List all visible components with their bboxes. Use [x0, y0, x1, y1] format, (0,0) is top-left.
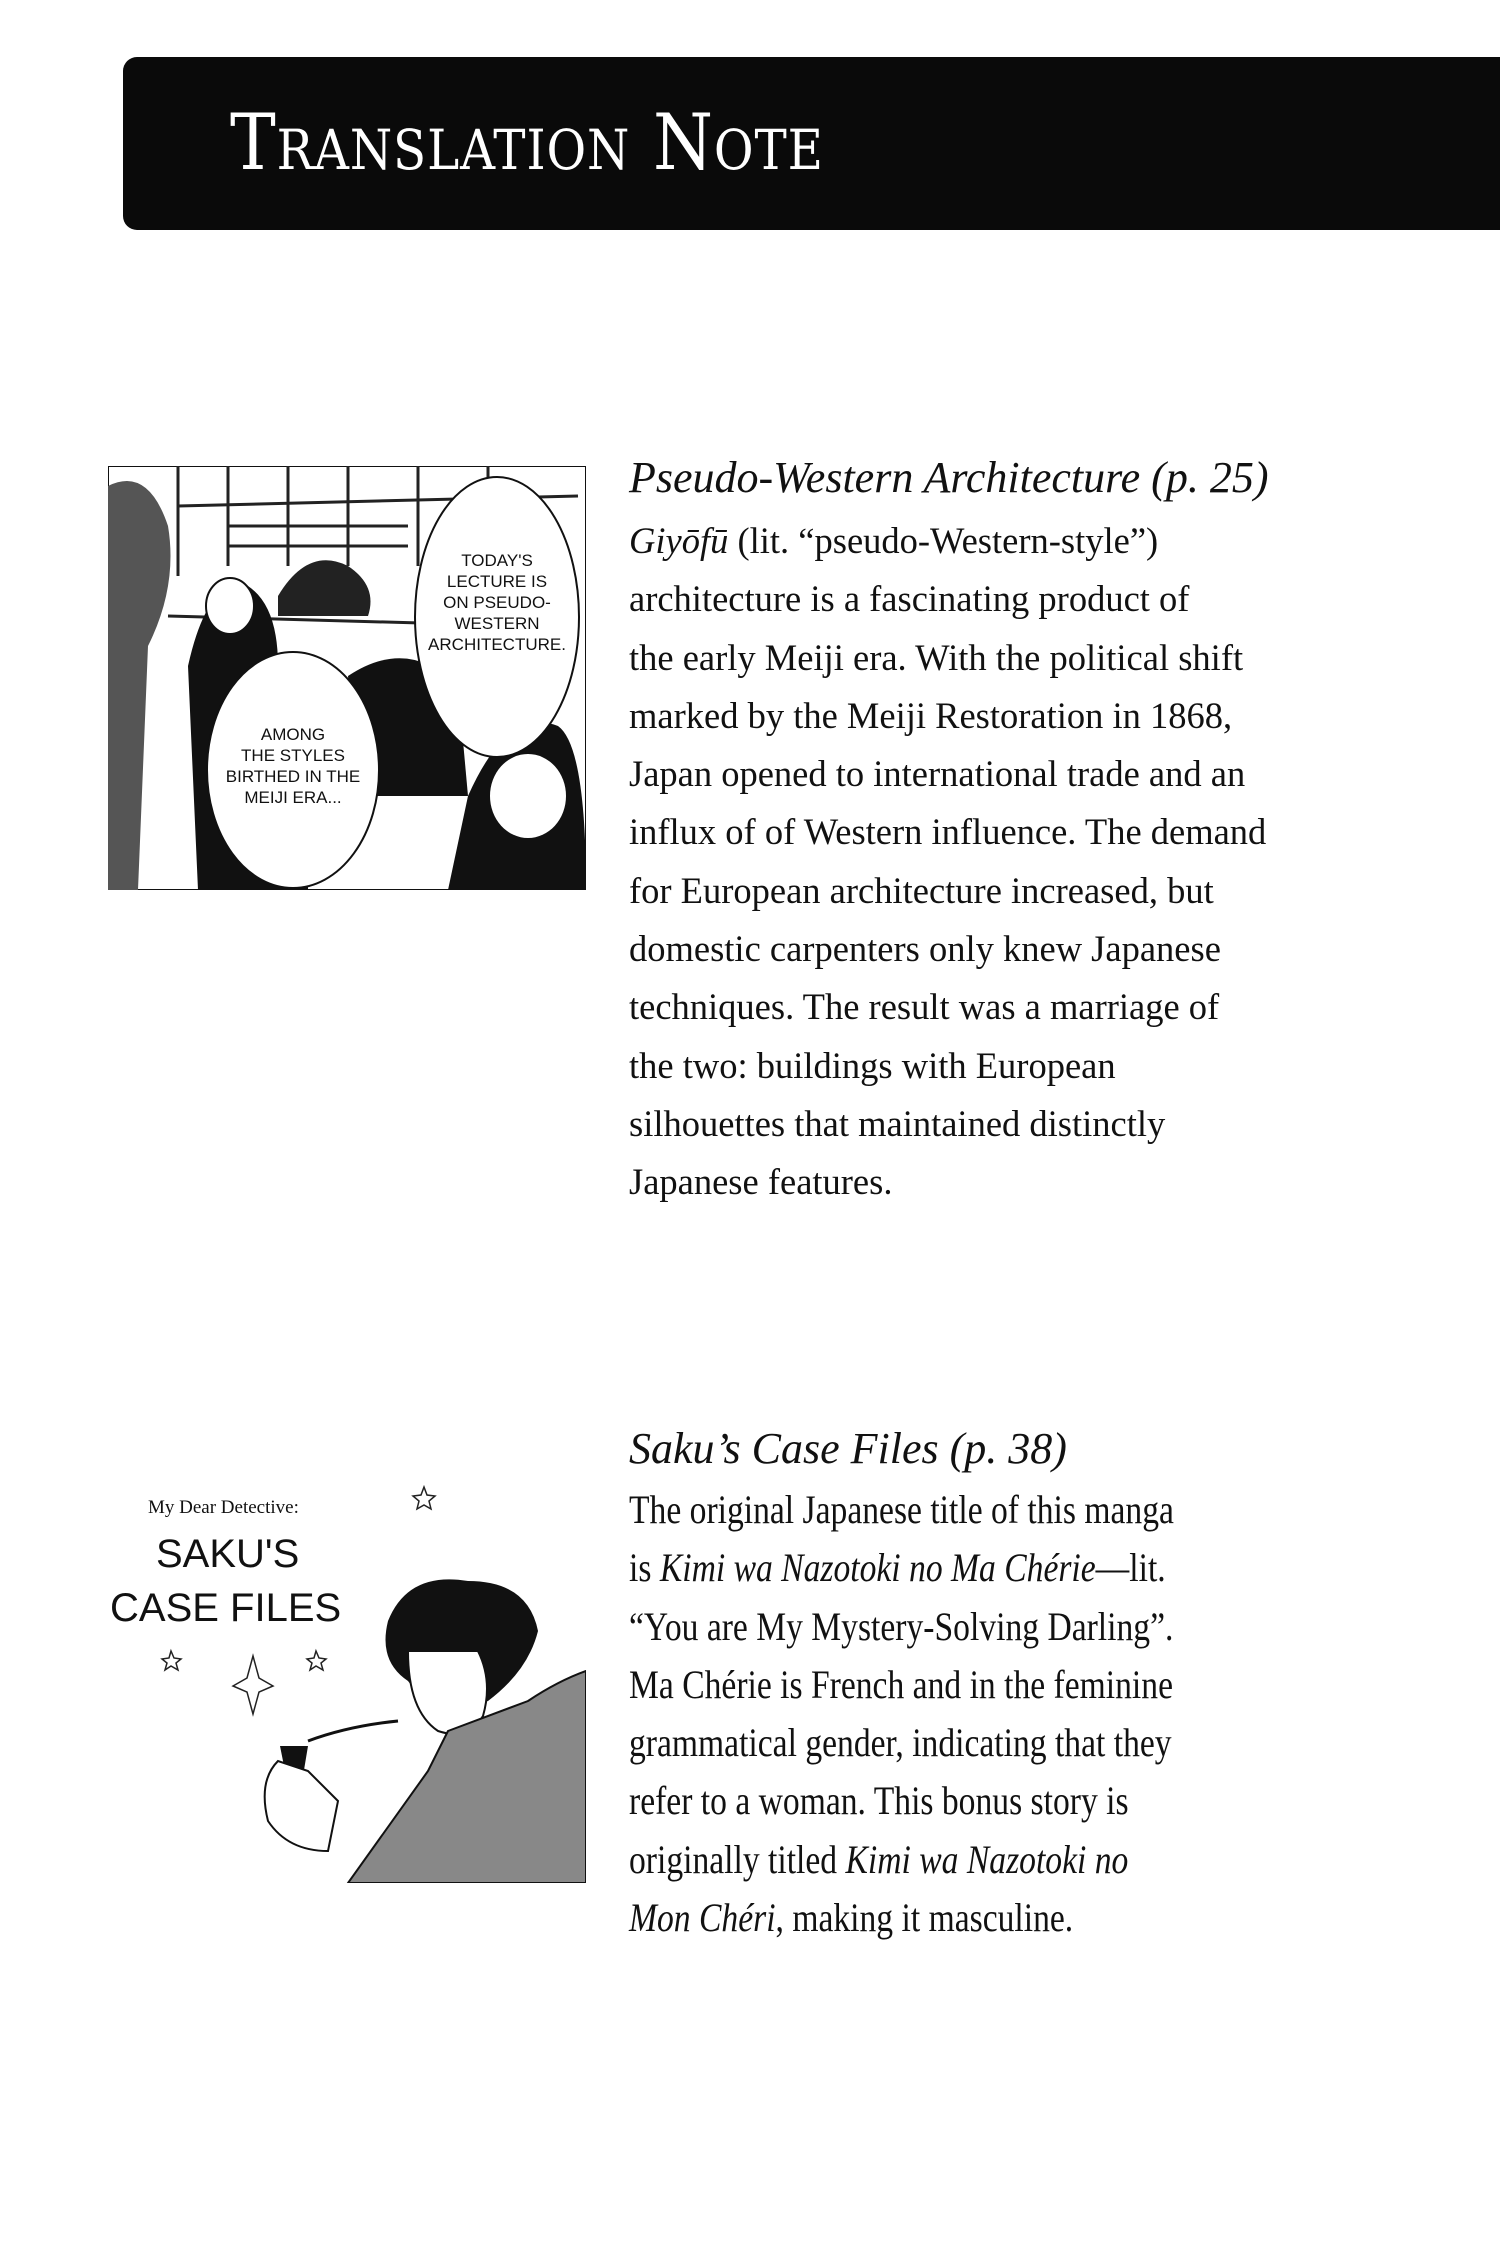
- note-line: grammatical gender, indicating that they: [629, 1720, 1172, 1766]
- panel-title-line: CASE FILES: [110, 1586, 342, 1630]
- speech-bubble-text: LECTURE IS: [446, 572, 548, 591]
- note-line: [629, 512, 1266, 570]
- note-line: Ma Chérie is French and in the feminine: [629, 1661, 1173, 1707]
- text-italic: Kimi wa Nazotoki no: [845, 1836, 1129, 1882]
- note-line: “You are My Mystery-Solving Darling”.: [629, 1603, 1174, 1649]
- note-line: the early Meiji era. With the political shift: [629, 636, 1244, 678]
- manga-panel-classroom: [108, 466, 586, 890]
- note-line: Japanese features.: [629, 1161, 893, 1203]
- note-line: for European architecture increased, but: [629, 869, 1214, 911]
- note-line: domestic carpenters only knew Japanese: [629, 928, 1221, 970]
- note-line: The original Japanese title of this manga: [629, 1487, 1174, 1532]
- note-body: [629, 1481, 1174, 1947]
- text: , making it masculine.: [775, 1895, 1074, 1941]
- speech-bubble-text: BIRTHED IN THE: [225, 767, 361, 786]
- panel-subtitle: My Dear Detective:: [148, 1497, 299, 1518]
- speech-bubble-text: THE STYLES: [241, 746, 345, 765]
- note-line: marked by the Meiji Restoration in 1868,: [629, 694, 1233, 736]
- speech-bubble-text: MEIJI ERA...: [244, 788, 342, 807]
- speech-bubble-text: ARCHITECTURE.: [428, 635, 566, 654]
- page-title: Translation Note: [230, 98, 824, 188]
- note-line: influx of of Western influence. The demand: [629, 811, 1267, 853]
- note-line: [629, 1889, 1174, 1947]
- text: (lit. “pseudo-Western-style”): [728, 520, 1159, 561]
- manga-panel-saku-case-files: [108, 1471, 586, 1883]
- note-heading: Pseudo-Western Architecture (p. 25): [629, 453, 1269, 502]
- text-italic: Kimi wa Nazotoki no Ma Chérie: [659, 1545, 1096, 1591]
- text: —lit.: [1095, 1545, 1166, 1591]
- speech-bubble-text: TODAY'S: [461, 551, 533, 570]
- note-body: [629, 512, 1266, 1212]
- translation-note-header: [123, 57, 1500, 230]
- text: is: [629, 1545, 660, 1591]
- note-line: Japan opened to international trade and an: [629, 753, 1246, 795]
- note-line: architecture is a fascinating product of: [629, 578, 1190, 620]
- text-italic: Giyōfū: [629, 520, 729, 561]
- speech-bubble-text: AMONG: [260, 725, 326, 744]
- panel-title-line: SAKU'S: [156, 1532, 300, 1576]
- note-line: [629, 1831, 1174, 1889]
- note-line: silhouettes that maintained distinctly: [629, 1102, 1166, 1144]
- note-line: refer to a woman. This bonus story is: [629, 1778, 1129, 1824]
- speech-bubble-text: WESTERN: [454, 614, 540, 633]
- text-italic: Mon Chéri: [629, 1895, 776, 1941]
- text: originally titled: [629, 1836, 846, 1882]
- note-line: the two: buildings with European: [629, 1044, 1116, 1086]
- note-line: [629, 1539, 1174, 1597]
- speech-bubble-text: ON PSEUDO-: [443, 593, 551, 612]
- note-heading: Saku’s Case Files (p. 38): [629, 1424, 1067, 1473]
- note-line: techniques. The result was a marriage of: [629, 986, 1220, 1028]
